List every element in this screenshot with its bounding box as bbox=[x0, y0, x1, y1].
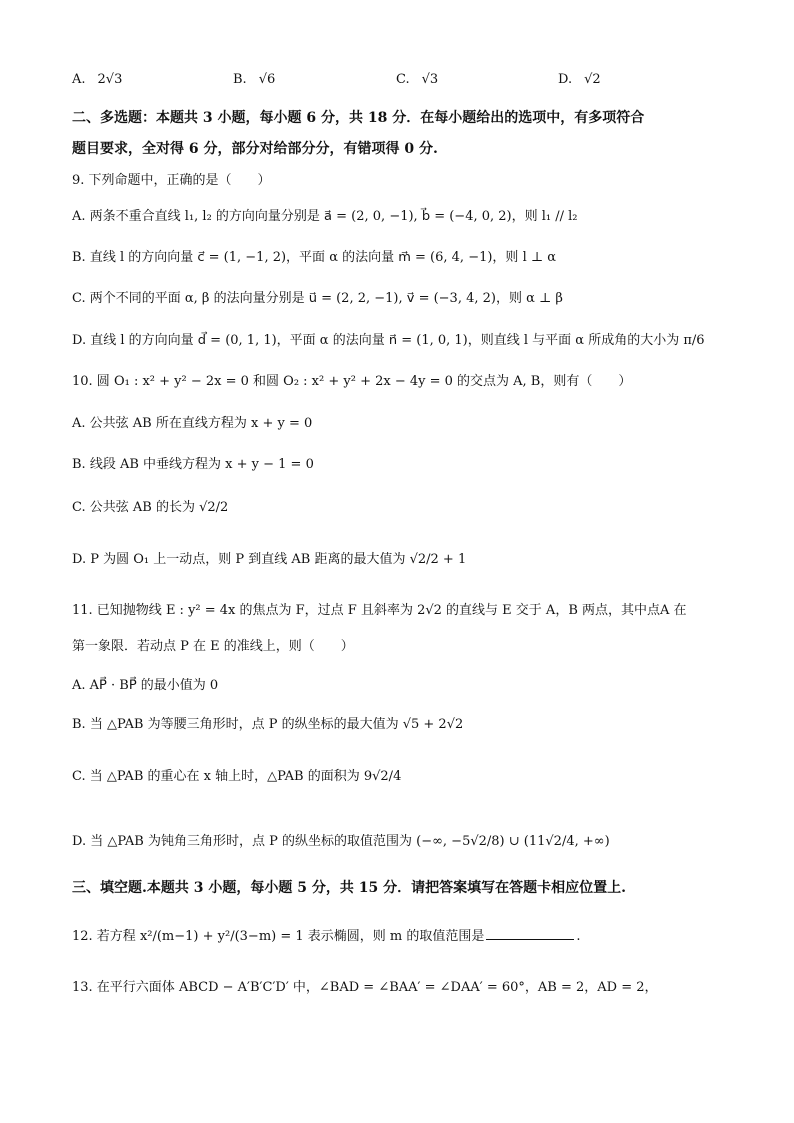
q10-option-a: A. 公共弦 AB 所在直线方程为 x + y = 0 bbox=[72, 416, 313, 431]
q10-stem: 10. 圆 O₁ : x² + y² − 2x = 0 和圆 O₂ : x² + y² + 2x − 4y = 0 的交点为 A, B，则有（ ） bbox=[72, 374, 632, 389]
choice-c-value: √3 bbox=[421, 72, 439, 87]
q11-option-b: B. 当 △PAB 为等腰三角形时，点 P 的纵坐标的最大值为 √5 + 2√2 bbox=[72, 717, 464, 732]
q10-option-d: D. P 为圆 O₁ 上一动点，则 P 到直线 AB 距离的最大值为 √2/2 + 1 bbox=[72, 552, 467, 567]
choice-b-value: √6 bbox=[258, 72, 276, 87]
choice-b bbox=[233, 72, 275, 87]
q9-option-c: C. 两个不同的平面 α, β 的法向量分别是 u⃗ = (2, 2, −1), v⃗ = (−3, 4, 2)，则 α ⊥ β bbox=[72, 291, 563, 306]
q12-line bbox=[72, 925, 734, 947]
q11-option-d: D. 当 △PAB 为钝角三角形时，点 P 的纵坐标的取值范围为 (−∞, −5√2/8) ∪ (11√2/4, +∞) bbox=[72, 834, 610, 849]
section3-title: 三、填空题.本题共 3 小题，每小题 5 分，共 15 分．请把答案填写在答题卡相应位置上. bbox=[72, 880, 626, 896]
choice-c bbox=[396, 72, 438, 87]
choice-b-label: B. bbox=[233, 72, 247, 87]
q11-option-a: A. AP⃗ · BP⃗ 的最小值为 0 bbox=[72, 678, 219, 693]
section2-title-line2: 题目要求，全对得 6 分，部分对给部分分，有错项得 0 分. bbox=[72, 141, 438, 157]
choice-a-label: A. bbox=[72, 72, 86, 87]
choice-c-label: C. bbox=[396, 72, 410, 87]
q11-stem-line2: 第一象限．若动点 P 在 E 的准线上，则（ ） bbox=[72, 639, 354, 654]
q9-stem: 9. 下列命题中，正确的是（ ） bbox=[72, 173, 271, 188]
q12-text: 12. 若方程 x²/(m−1) + y²/(3−m) = 1 表示椭圆，则 m 的取值范围是 bbox=[72, 929, 485, 944]
choice-a-value: 2√3 bbox=[97, 72, 123, 87]
q9-option-b: B. 直线 l 的方向向量 c⃗ = (1, −1, 2)，平面 α 的法向量 m⃗ = (6, 4, −1)，则 l ⊥ α bbox=[72, 250, 556, 265]
q9-option-d: D. 直线 l 的方向向量 d⃗ = (0, 1, 1)，平面 α 的法向量 n⃗ = (1, 0, 1)，则直线 l 与平面 α 所成角的大小为 π/6 bbox=[72, 333, 705, 348]
choice-d bbox=[558, 72, 601, 87]
q12-answer-blank bbox=[486, 925, 574, 940]
section2-title-line1: 二、多选题：本题共 3 小题，每小题 6 分，共 18 分．在每小题给出的选项中，有多项符合 bbox=[72, 110, 645, 126]
q10-option-c: C. 公共弦 AB 的长为 √2/2 bbox=[72, 500, 229, 515]
choice-a bbox=[72, 72, 122, 87]
q11-option-c: C. 当 △PAB 的重心在 x 轴上时，△PAB 的面积为 9√2/4 bbox=[72, 769, 402, 784]
choice-d-label: D. bbox=[558, 72, 573, 87]
choice-d-value: √2 bbox=[584, 72, 601, 87]
q9-option-a: A. 两条不重合直线 l₁, l₂ 的方向向量分别是 a⃗ = (2, 0, −1), b⃗ = (−4, 0, 2)，则 l₁ // l₂ bbox=[72, 209, 578, 224]
q13-text: 13. 在平行六面体 ABCD − A′B′C′D′ 中，∠BAD = ∠BAA′ = ∠DAA′ = 60°，AB = 2，AD = 2， bbox=[72, 980, 658, 995]
q10-option-b: B. 线段 AB 中垂线方程为 x + y − 1 = 0 bbox=[72, 457, 314, 472]
q12-period: . bbox=[576, 929, 581, 944]
q11-stem-line1: 11. 已知抛物线 E : y² = 4x 的焦点为 F，过点 F 且斜率为 2√2 的直线与 E 交于 A，B 两点，其中点A 在 bbox=[72, 603, 687, 618]
